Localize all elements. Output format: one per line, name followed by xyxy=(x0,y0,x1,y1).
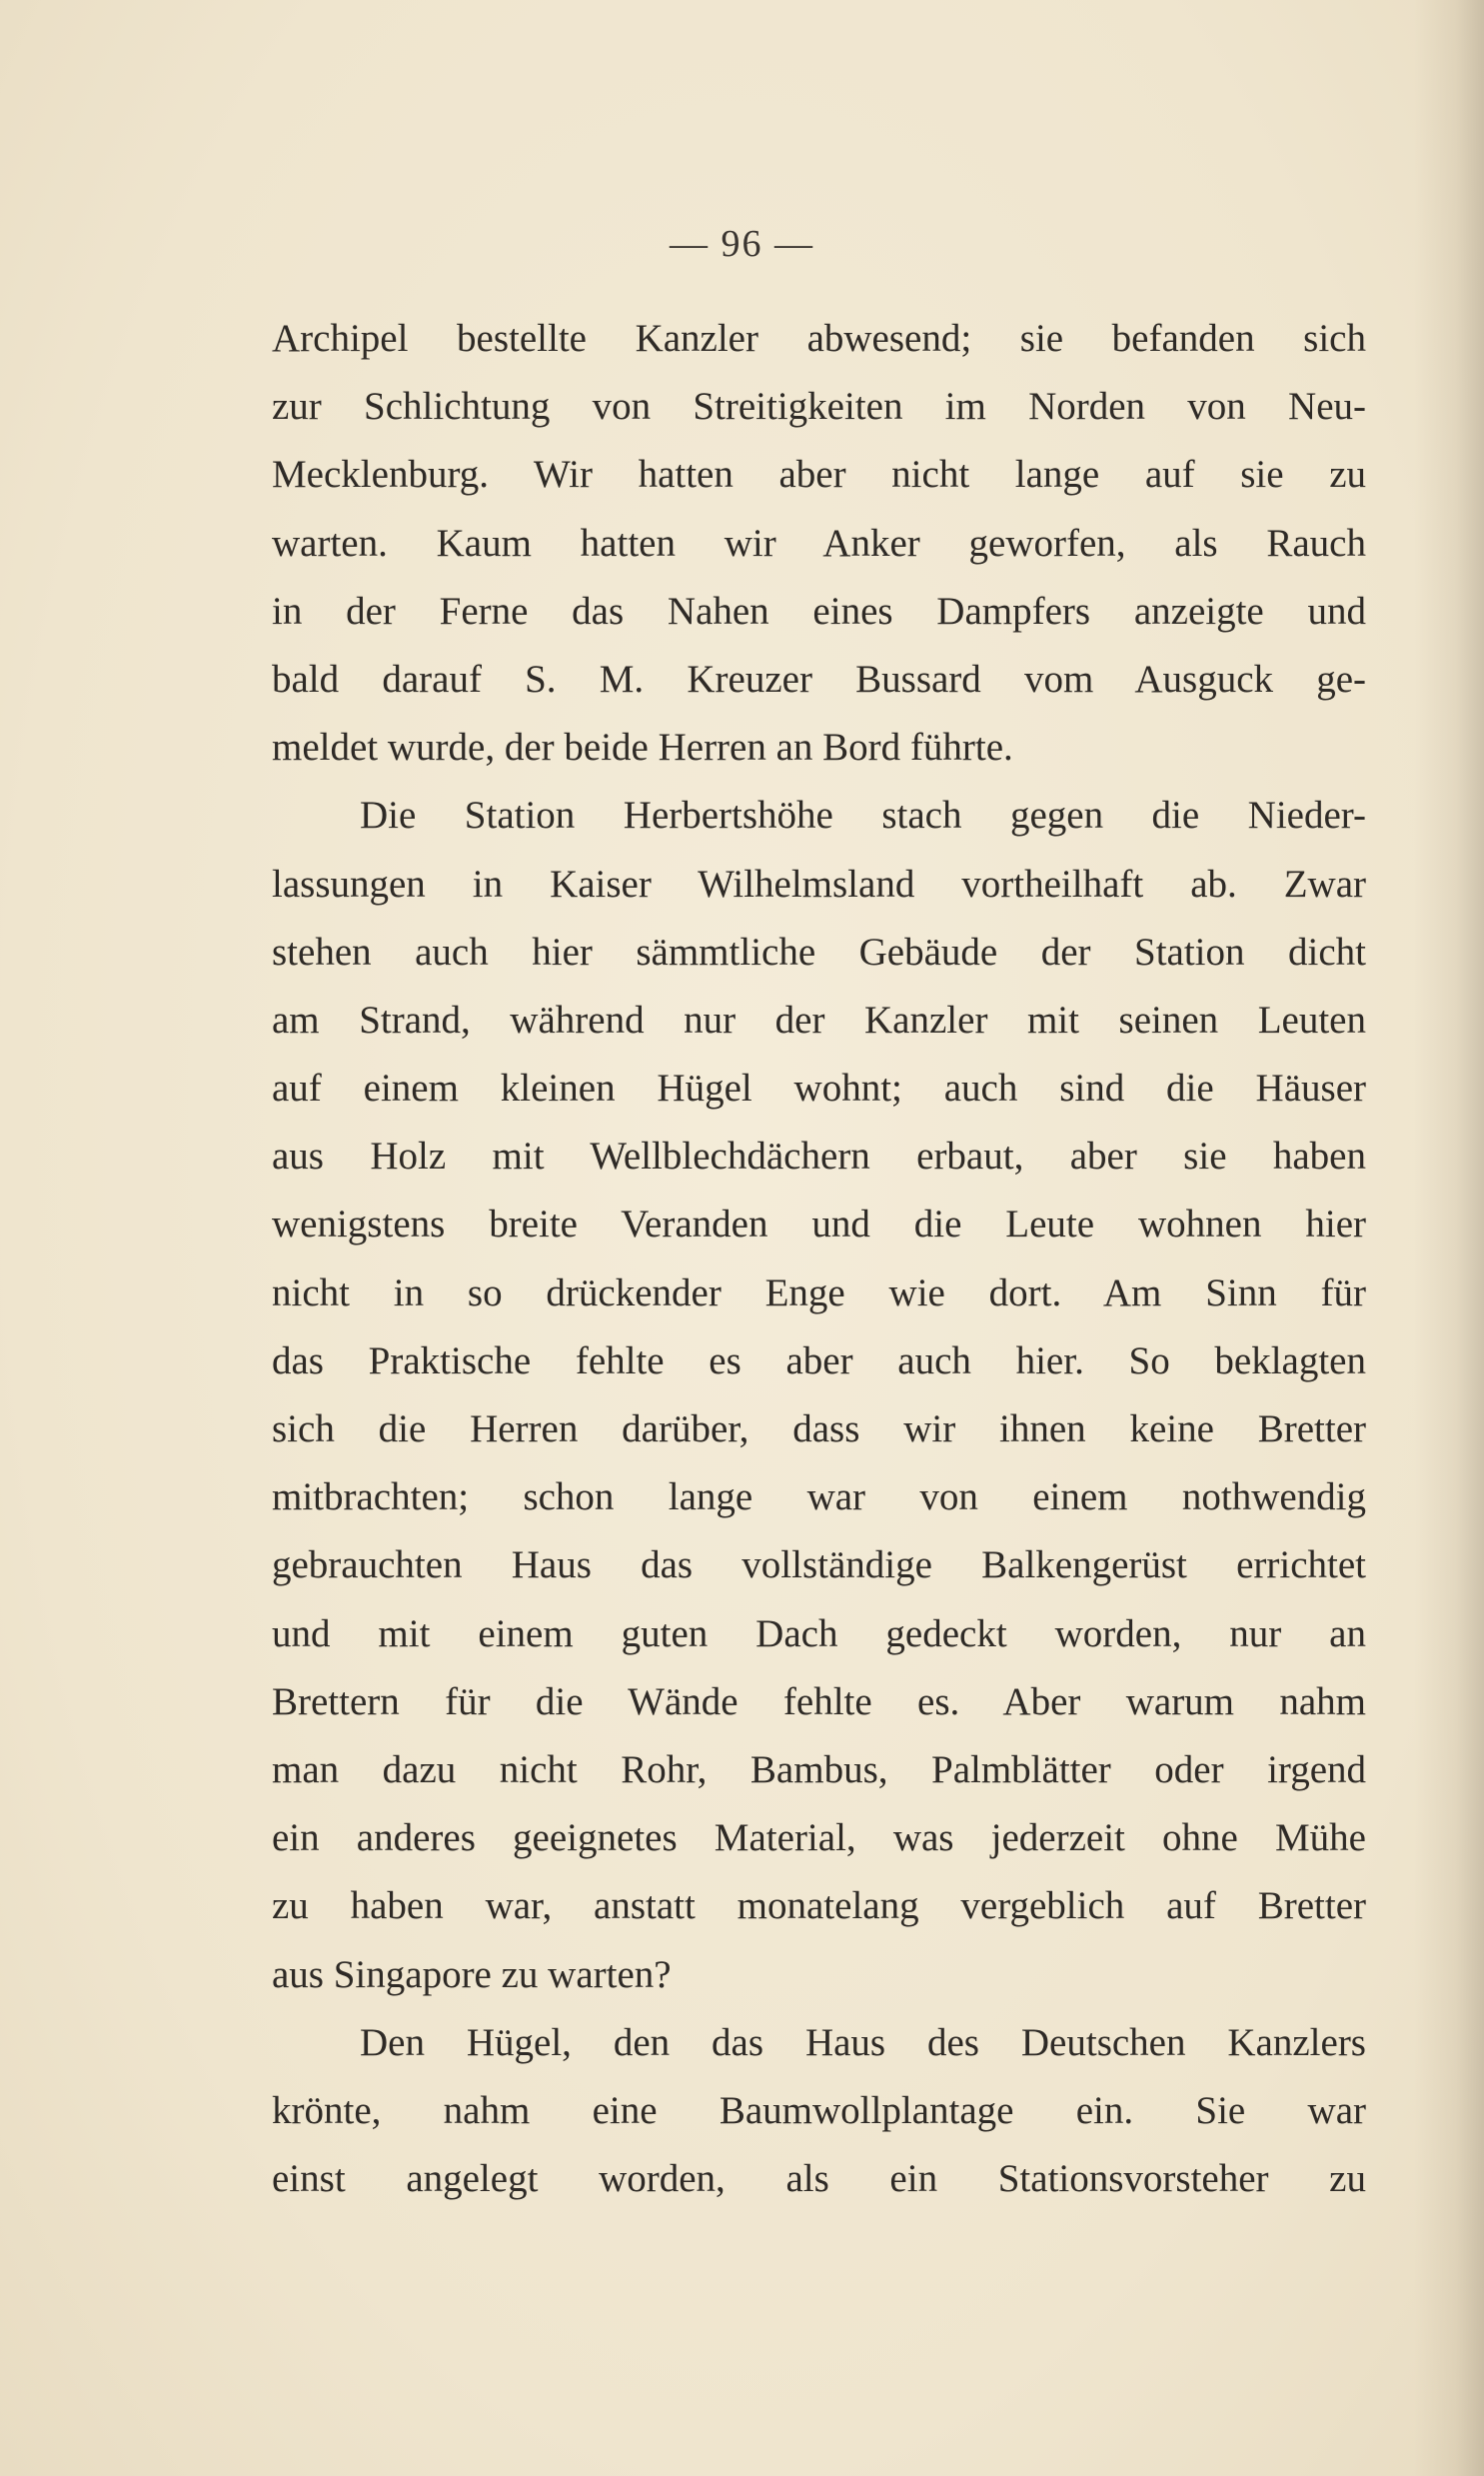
text-line: und mit einem guten Dach gedeckt worden, nur an xyxy=(272,1611,1366,1655)
text-line: auf einem kleinen Hügel wohnt; auch sind die Häuser xyxy=(272,1067,1366,1111)
text-line: das Praktische fehlte es aber auch hier. So beklagten xyxy=(272,1338,1366,1382)
text-line: krönte, nahm eine Baumwollplantage ein. Sie war xyxy=(272,2088,1366,2132)
text-line: zur Schlichtung von Streitigkeiten im Norden von Neu- xyxy=(272,385,1366,429)
text-line: wenigstens breite Veranden und die Leute wohnen hier xyxy=(272,1203,1366,1246)
text-line: aus Singapore zu warten? xyxy=(272,1952,672,1996)
text-line: Den Hügel, den das Haus des Deutschen Kanzlers xyxy=(360,2020,1366,2064)
page-number: — 96 — xyxy=(670,223,814,265)
text-line: lassungen in Kaiser Wilhelmsland vortheilhaft ab. Zwar xyxy=(272,862,1366,906)
text-line: Brettern für die Wände fehlte es. Aber warum nahm xyxy=(272,1679,1366,1723)
text-line: gebrauchten Haus das vollständige Balkengerüst errichtet xyxy=(272,1543,1366,1587)
text-line: mitbrachten; schon lange war von einem nothwendig xyxy=(272,1475,1366,1519)
text-line: sich die Herren darüber, dass wir ihnen keine Bretter xyxy=(272,1407,1366,1450)
text-line: bald darauf S. M. Kreuzer Bussard vom Ausguck ge- xyxy=(272,657,1366,701)
text-line: in der Ferne das Nahen eines Dampfers anzeigte und xyxy=(272,589,1366,633)
text-line: stehen auch hier sämmtliche Gebäude der Station dicht xyxy=(272,930,1366,974)
text-line: am Strand, während nur der Kanzler mit seinen Leuten xyxy=(272,998,1366,1042)
text-line: Archipel bestellte Kanzler abwesend; sie befanden sich xyxy=(272,317,1366,360)
text-line: einst angelegt worden, als ein Stationsvorsteher zu xyxy=(272,2157,1366,2201)
body-text xyxy=(272,305,1366,2213)
text-line: ein anderes geeignetes Material, was jederzeit ohne Mühe xyxy=(272,1816,1366,1860)
text-line: meldet wurde, der beide Herren an Bord führte. xyxy=(272,726,1013,770)
page-edge-shadow xyxy=(1414,0,1484,2476)
text-line: man dazu nicht Rohr, Bambus, Palmblätter oder irgend xyxy=(272,1747,1366,1791)
text-line: zu haben war, anstatt monatelang vergeblich auf Bretter xyxy=(272,1884,1366,1928)
text-line: warten. Kaum hatten wir Anker geworfen, als Rauch xyxy=(272,521,1366,565)
text-line: Die Station Herbertshöhe stach gegen die Nieder- xyxy=(360,794,1366,838)
text-line: nicht in so drückender Enge wie dort. Am Sinn für xyxy=(272,1270,1366,1314)
text-line: Mecklenburg. Wir hatten aber nicht lange auf sie zu xyxy=(272,453,1366,497)
text-line: aus Holz mit Wellblechdächern erbaut, aber sie haben xyxy=(272,1135,1366,1179)
